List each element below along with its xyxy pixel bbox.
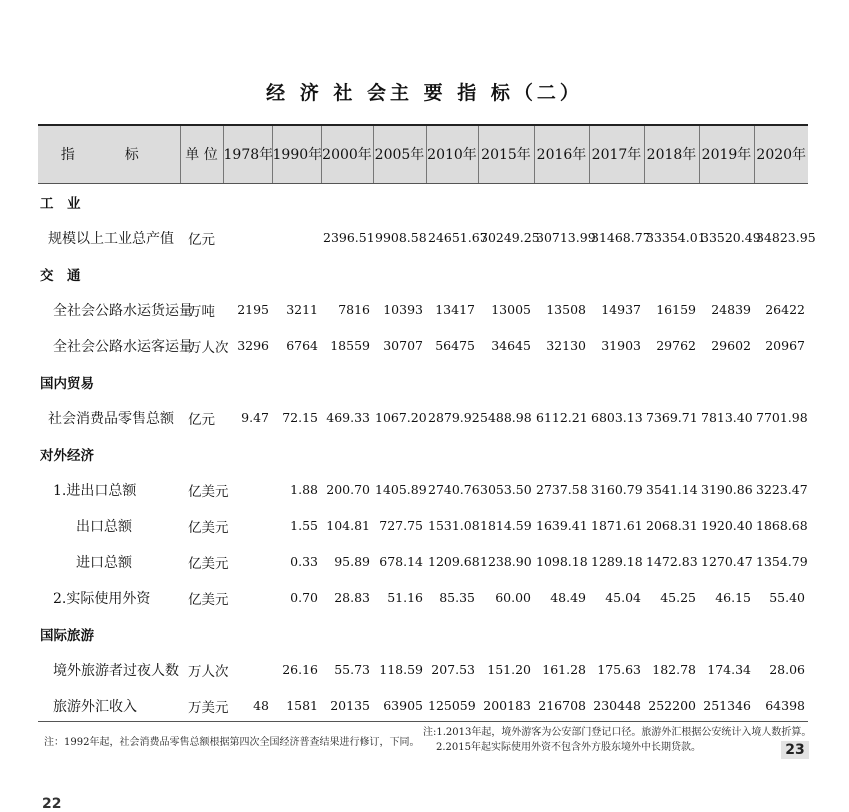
value-cell: 7701.98 xyxy=(756,410,808,425)
value-cell xyxy=(223,508,272,544)
indicator-unit: 亿美元 xyxy=(188,483,229,500)
value-cell: 55.40 xyxy=(769,590,805,605)
value-cell: 30249.25 xyxy=(480,230,540,245)
value-cell: 1.55 xyxy=(290,518,318,533)
value-cell: 34823.95 xyxy=(756,230,816,245)
value-cell: 26422 xyxy=(765,302,805,317)
section-row xyxy=(38,256,808,292)
value-cell: 1639.41 xyxy=(536,518,588,533)
value-cell xyxy=(223,472,272,508)
footnote-left: 注：1992年起，社会消费品零售总额根据第四次全国经济普查结果进行修订，下同。 xyxy=(44,737,420,748)
section-row xyxy=(38,616,808,652)
value-cell: 1920.40 xyxy=(701,518,753,533)
value-cell: 1871.61 xyxy=(591,518,643,533)
value-cell: 30713.99 xyxy=(536,230,596,245)
value-cell: 60.00 xyxy=(495,590,531,605)
header-year-2005: 2005年 xyxy=(373,125,426,183)
value-cell: 9.47 xyxy=(241,410,269,425)
value-cell: 24839 xyxy=(711,302,751,317)
table-row xyxy=(38,400,808,436)
value-cell: 125059 xyxy=(428,698,476,713)
indicator-name: 全社会公路水运客运量 xyxy=(53,338,193,355)
value-cell: 46.15 xyxy=(715,590,751,605)
value-cell: 727.75 xyxy=(379,518,423,533)
indicator-unit: 万人次 xyxy=(188,663,229,680)
header-year-2019: 2019年 xyxy=(699,125,754,183)
value-cell: 63905 xyxy=(383,698,423,713)
value-cell: 64398 xyxy=(765,698,805,713)
indicator-name: 出口总额 xyxy=(76,518,132,535)
indicators-table xyxy=(38,124,816,724)
value-cell xyxy=(223,544,272,580)
value-cell: 9908.58 xyxy=(375,230,427,245)
value-cell: 18559 xyxy=(330,338,370,353)
value-cell: 3211 xyxy=(286,302,318,317)
header-year-2017: 2017年 xyxy=(589,125,644,183)
table-row xyxy=(38,292,808,328)
value-cell xyxy=(223,652,272,688)
page-number-right: 23 xyxy=(781,741,809,759)
value-cell: 3541.14 xyxy=(646,482,698,497)
value-cell: 72.15 xyxy=(282,410,318,425)
indicator-name: 进口总额 xyxy=(76,554,132,571)
value-cell: 1.88 xyxy=(290,482,318,497)
section-title: 交 通 xyxy=(40,267,81,284)
header-year-2020: 2020年 xyxy=(754,125,808,183)
value-cell: 1209.68 xyxy=(428,554,480,569)
value-cell: 151.20 xyxy=(487,662,531,677)
value-cell: 1270.47 xyxy=(701,554,753,569)
value-cell: 14937 xyxy=(601,302,641,317)
value-cell: 252200 xyxy=(648,698,696,713)
section-row xyxy=(38,183,808,220)
value-cell: 161.28 xyxy=(542,662,586,677)
value-cell: 2195 xyxy=(237,302,269,317)
value-cell: 6112.21 xyxy=(536,410,588,425)
table-row xyxy=(38,688,808,724)
value-cell: 1531.08 xyxy=(428,518,480,533)
value-cell: 1289.18 xyxy=(591,554,643,569)
value-cell: 1238.90 xyxy=(480,554,532,569)
value-cell: 2396.51 xyxy=(323,230,375,245)
header-year-2016: 2016年 xyxy=(534,125,589,183)
value-cell: 6803.13 xyxy=(591,410,643,425)
value-cell: 174.34 xyxy=(707,662,751,677)
value-cell: 29762 xyxy=(656,338,696,353)
value-cell: 6764 xyxy=(286,338,318,353)
footnote-right-line-1: 注:1.2013年起，境外游客为公安部门登记口径。旅游外汇根据公安统计入境人数折算。 xyxy=(423,727,812,738)
value-cell: 2068.31 xyxy=(646,518,698,533)
value-cell: 3296 xyxy=(237,338,269,353)
indicator-unit: 亿美元 xyxy=(188,519,229,536)
page-title: 经 济 社 会主 要 指 标（二） xyxy=(266,82,583,104)
value-cell: 2737.58 xyxy=(536,482,588,497)
indicator-name: 社会消费品零售总额 xyxy=(48,410,174,427)
value-cell: 13005 xyxy=(491,302,531,317)
header-year-2015: 2015年 xyxy=(478,125,534,183)
value-cell: 32130 xyxy=(546,338,586,353)
value-cell: 5488.98 xyxy=(480,410,532,425)
value-cell: 13508 xyxy=(546,302,586,317)
indicator-unit: 亿美元 xyxy=(188,591,229,608)
value-cell: 95.89 xyxy=(334,554,370,569)
value-cell: 1868.68 xyxy=(756,518,808,533)
indicator-unit: 亿元 xyxy=(188,411,215,428)
value-cell: 3160.79 xyxy=(591,482,643,497)
value-cell: 2740.76 xyxy=(428,482,480,497)
value-cell: 469.33 xyxy=(326,410,370,425)
table-row xyxy=(38,580,808,616)
section-row xyxy=(38,436,808,472)
value-cell xyxy=(272,220,321,256)
value-cell: 29602 xyxy=(711,338,751,353)
value-cell: 33354.01 xyxy=(646,230,706,245)
value-cell: 16159 xyxy=(656,302,696,317)
value-cell xyxy=(223,220,272,256)
value-cell: 31468.77 xyxy=(591,230,651,245)
value-cell: 200183 xyxy=(483,698,531,713)
header-year-1990: 1990年 xyxy=(272,125,321,183)
value-cell: 251346 xyxy=(703,698,751,713)
section-title: 对外经济 xyxy=(40,447,94,464)
value-cell: 104.81 xyxy=(326,518,370,533)
value-cell: 56475 xyxy=(435,338,475,353)
value-cell: 34645 xyxy=(491,338,531,353)
value-cell: 200.70 xyxy=(326,482,370,497)
value-cell: 20967 xyxy=(765,338,805,353)
value-cell: 0.33 xyxy=(290,554,318,569)
value-cell: 85.35 xyxy=(439,590,475,605)
value-cell: 33520.49 xyxy=(701,230,761,245)
table-row xyxy=(38,328,808,364)
value-cell: 31903 xyxy=(601,338,641,353)
table-row xyxy=(38,652,808,688)
value-cell: 20135 xyxy=(330,698,370,713)
header-year-1978: 1978年 xyxy=(223,125,272,183)
table-row xyxy=(38,220,808,256)
page-number-left: 22 xyxy=(42,796,62,812)
indicator-unit: 万人次 xyxy=(188,339,229,356)
value-cell: 207.53 xyxy=(431,662,475,677)
indicator-name: 旅游外汇收入 xyxy=(53,698,137,715)
value-cell: 45.04 xyxy=(605,590,641,605)
value-cell: 216708 xyxy=(538,698,586,713)
value-cell: 10393 xyxy=(383,302,423,317)
value-cell: 1098.18 xyxy=(536,554,588,569)
header-year-2018: 2018年 xyxy=(644,125,699,183)
indicator-name: 2.实际使用外资 xyxy=(53,590,151,607)
value-cell: 51.16 xyxy=(387,590,423,605)
value-cell: 55.73 xyxy=(334,662,370,677)
value-cell: 3190.86 xyxy=(701,482,753,497)
value-cell: 175.63 xyxy=(597,662,641,677)
value-cell: 1814.59 xyxy=(480,518,532,533)
value-cell: 24651.67 xyxy=(428,230,488,245)
value-cell: 7813.40 xyxy=(701,410,753,425)
value-cell: 182.78 xyxy=(652,662,696,677)
indicator-unit: 亿美元 xyxy=(188,555,229,572)
value-cell: 1067.20 xyxy=(375,410,427,425)
footnote-right-line-2: 2.2015年起实际使用外资不包含外方股东境外中长期贷款。 xyxy=(436,742,701,753)
value-cell: 48 xyxy=(253,698,269,713)
indicator-name: 1.进出口总额 xyxy=(53,482,137,499)
header-row xyxy=(38,125,808,183)
table-row xyxy=(38,472,808,508)
value-cell xyxy=(223,580,272,616)
section-title: 国际旅游 xyxy=(40,627,94,644)
header-year-2000: 2000年 xyxy=(321,125,373,183)
indicator-name: 全社会公路水运货运量 xyxy=(53,302,193,319)
indicator-unit: 万美元 xyxy=(188,699,229,716)
value-cell: 45.25 xyxy=(660,590,696,605)
header-indicator: 指 标 xyxy=(38,125,180,183)
footnote-right xyxy=(423,725,811,755)
indicator-unit: 亿元 xyxy=(188,231,215,248)
value-cell: 3223.47 xyxy=(756,482,808,497)
section-row xyxy=(38,364,808,400)
value-cell: 13417 xyxy=(435,302,475,317)
value-cell: 7369.71 xyxy=(646,410,698,425)
indicator-name: 规模以上工业总产值 xyxy=(48,230,174,247)
value-cell: 7816 xyxy=(338,302,370,317)
value-cell: 678.14 xyxy=(379,554,423,569)
table-row xyxy=(38,508,808,544)
value-cell: 1472.83 xyxy=(646,554,698,569)
header-year-2010: 2010年 xyxy=(426,125,478,183)
value-cell: 1581 xyxy=(286,698,318,713)
table-row xyxy=(38,544,808,580)
header-unit: 单 位 xyxy=(180,125,223,183)
value-cell: 30707 xyxy=(383,338,423,353)
indicator-name: 境外旅游者过夜人数 xyxy=(53,662,179,679)
value-cell: 1405.89 xyxy=(375,482,427,497)
value-cell: 28.83 xyxy=(334,590,370,605)
value-cell: 48.49 xyxy=(550,590,586,605)
value-cell: 230448 xyxy=(593,698,641,713)
table-body xyxy=(38,183,816,724)
value-cell: 2879.92 xyxy=(428,410,480,425)
value-cell: 26.16 xyxy=(282,662,318,677)
section-title: 国内贸易 xyxy=(40,375,94,392)
value-cell: 3053.50 xyxy=(480,482,532,497)
footer-divider xyxy=(38,721,808,722)
indicator-unit: 万吨 xyxy=(188,303,215,320)
section-title: 工 业 xyxy=(40,195,81,212)
value-cell: 118.59 xyxy=(379,662,423,677)
value-cell: 1354.79 xyxy=(756,554,808,569)
value-cell: 0.70 xyxy=(290,590,318,605)
value-cell: 28.06 xyxy=(769,662,805,677)
